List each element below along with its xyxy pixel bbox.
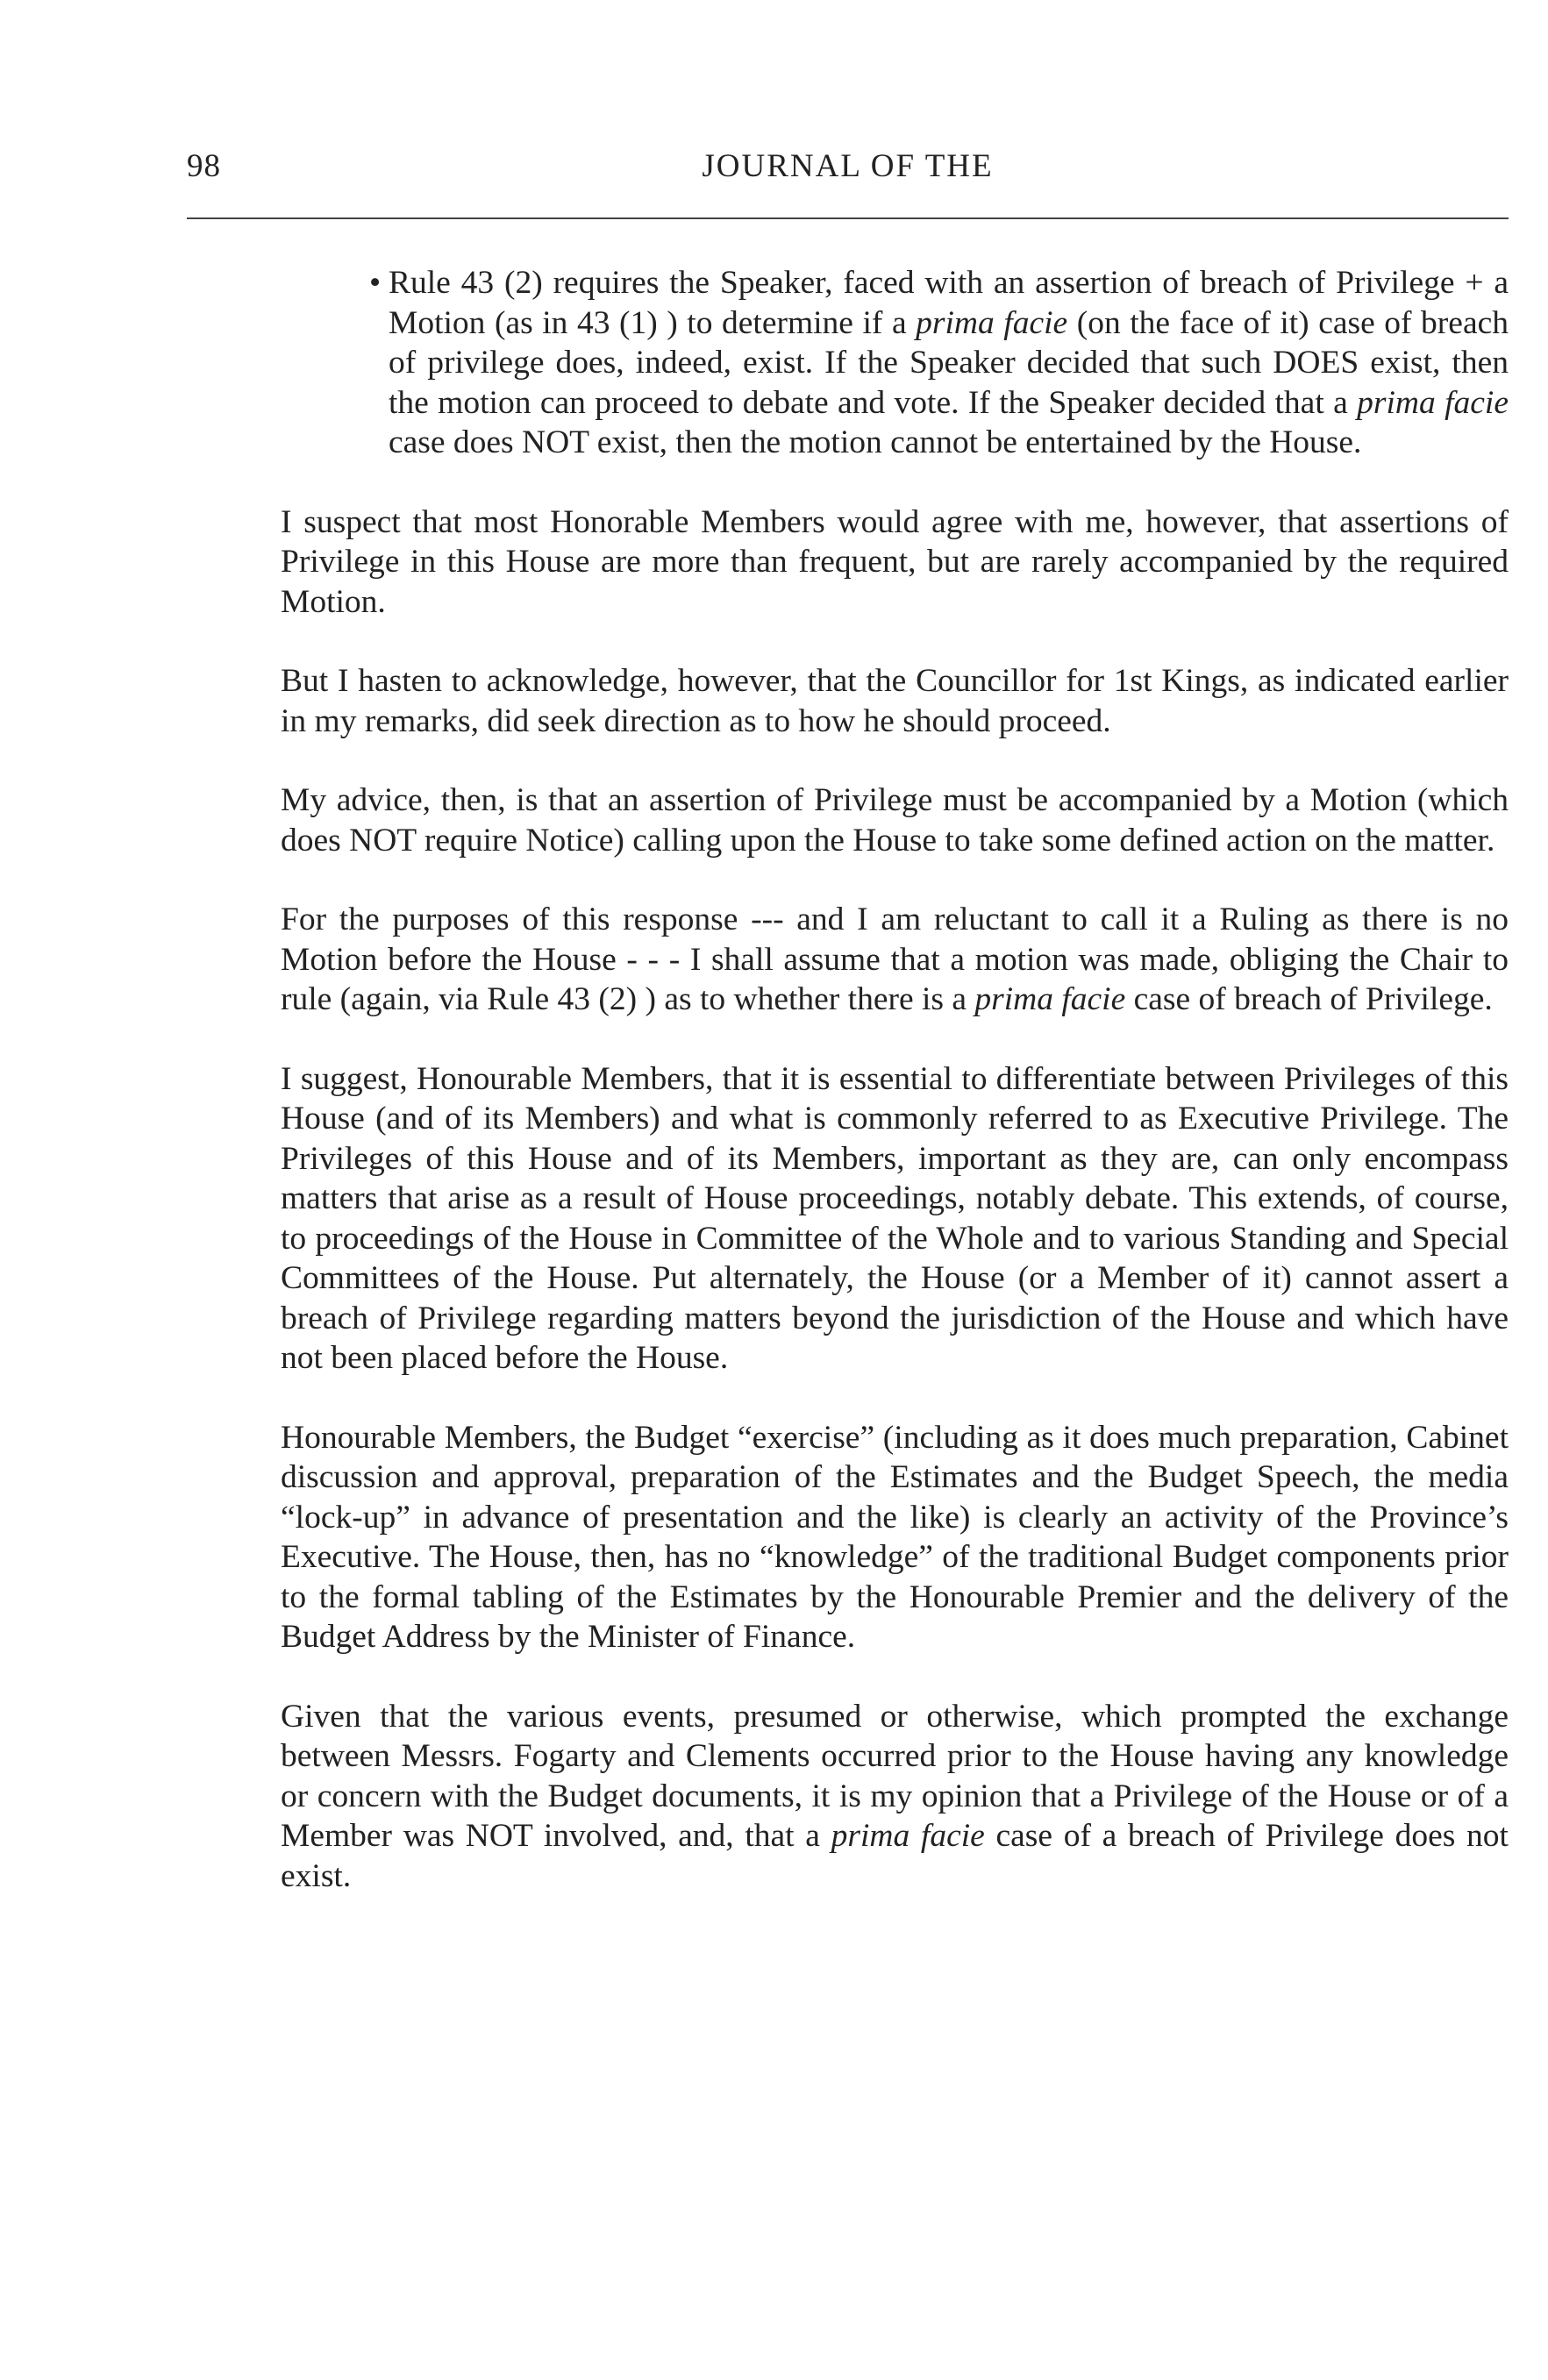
bullet-text-2: (on the face of it) case of breach of privilege does, indeed, exist. If the Speaker decided that such DOES exist, then the motion can proceed to debate and vote. If the Speaker decided that a (389, 304, 1509, 421)
page-number: 98 (187, 148, 221, 184)
paragraph-1: I suspect that most Honorable Members would agree with me, however, that assertions of Privilege in this House are more than frequent, but are rarely accompanied by the required Motion. (281, 503, 1509, 620)
paragraph-6: Honourable Members, the Budget “exercise” (including as it does much preparation, Cabinet discussion and approval, preparation of the Estimates and the Budget Speech, the media “lock-up” in advance of presentation and the like) is clearly an activity of the Province’s Executive. The House, then, has no “knowledge” of the traditional Budget components prior to the formal tabling of the Estimates by the Honourable Premier and the delivery of the Budget Address by the Minister of Finance. (281, 1419, 1509, 1655)
journal-title: JOURNAL OF THE (702, 148, 994, 184)
paragraph-2: But I hasten to acknowledge, however, that the Councillor for 1st Kings, as indicated earlier in my remarks, did seek direction as to how he should proceed. (281, 663, 1509, 739)
paragraph-5: I suggest, Honourable Members, that it is essential to differentiate between Privileges of this House (and of its Members) and what is commonly referred to as Executive Privilege. The Privileges of this House and of its Members, important as they are, can only encompass matters that arise as a result of House proceedings, notably debate. This extends, of course, to proceedings of the House in Committee of the Whole and to various Standing and Special Committees of the House. Put alternately, the House (or a Member of it) cannot assert a breach of Privilege regarding matters beyond the jurisdiction of the House and which have not been placed before the House. (281, 1060, 1509, 1376)
latin-phrase: prima facie (974, 981, 1126, 1017)
paragraph-7 (281, 1697, 1509, 1897)
body-text (281, 263, 1509, 1935)
paragraph-4 (281, 900, 1509, 1020)
paragraph-4-text-b: case of breach of Privilege. (1125, 981, 1493, 1017)
latin-phrase: prima facie (831, 1818, 985, 1854)
bullet-marker: • (369, 265, 382, 301)
paragraph-7-text-a: Given that the various events, presumed or otherwise, which prompted the exchange between Messrs. Fogarty and Clements occurred prior to the House having any knowledge or concern with the Budget documents, it is my opinion that a Privilege of the House or of a Member was NOT involved, and, that a (281, 1698, 1509, 1854)
running-head (187, 147, 1509, 200)
latin-phrase: prima facie (916, 304, 1068, 341)
header-rule (187, 217, 1509, 219)
bullet-text-1: Rule 43 (2) requires the Speaker, faced with an assertion of breach of Privilege + a Motion (as in 43 (1) ) to determine if a (389, 265, 1509, 341)
bullet-paragraph (369, 263, 1509, 463)
paragraph-4-text-a: For the purposes of this response --- and I am reluctant to call it a Ruling as there is no Motion before the House - - - I shall assume that a motion was made, obliging the Chair to rule (again, via Rule 43 (2) ) as to whether there is a (281, 901, 1509, 1017)
bullet-text-3: case does NOT exist, then the motion cannot be entertained by the House. (389, 424, 1362, 460)
latin-phrase: prima facie (1357, 384, 1509, 421)
paragraph-3: My advice, then, is that an assertion of Privilege must be accompanied by a Motion (which does NOT require Notice) calling upon the House to take some defined action on the matter. (281, 782, 1509, 859)
paragraph-7-text-b: case of a breach of Privilege does not exist. (281, 1818, 1509, 1894)
